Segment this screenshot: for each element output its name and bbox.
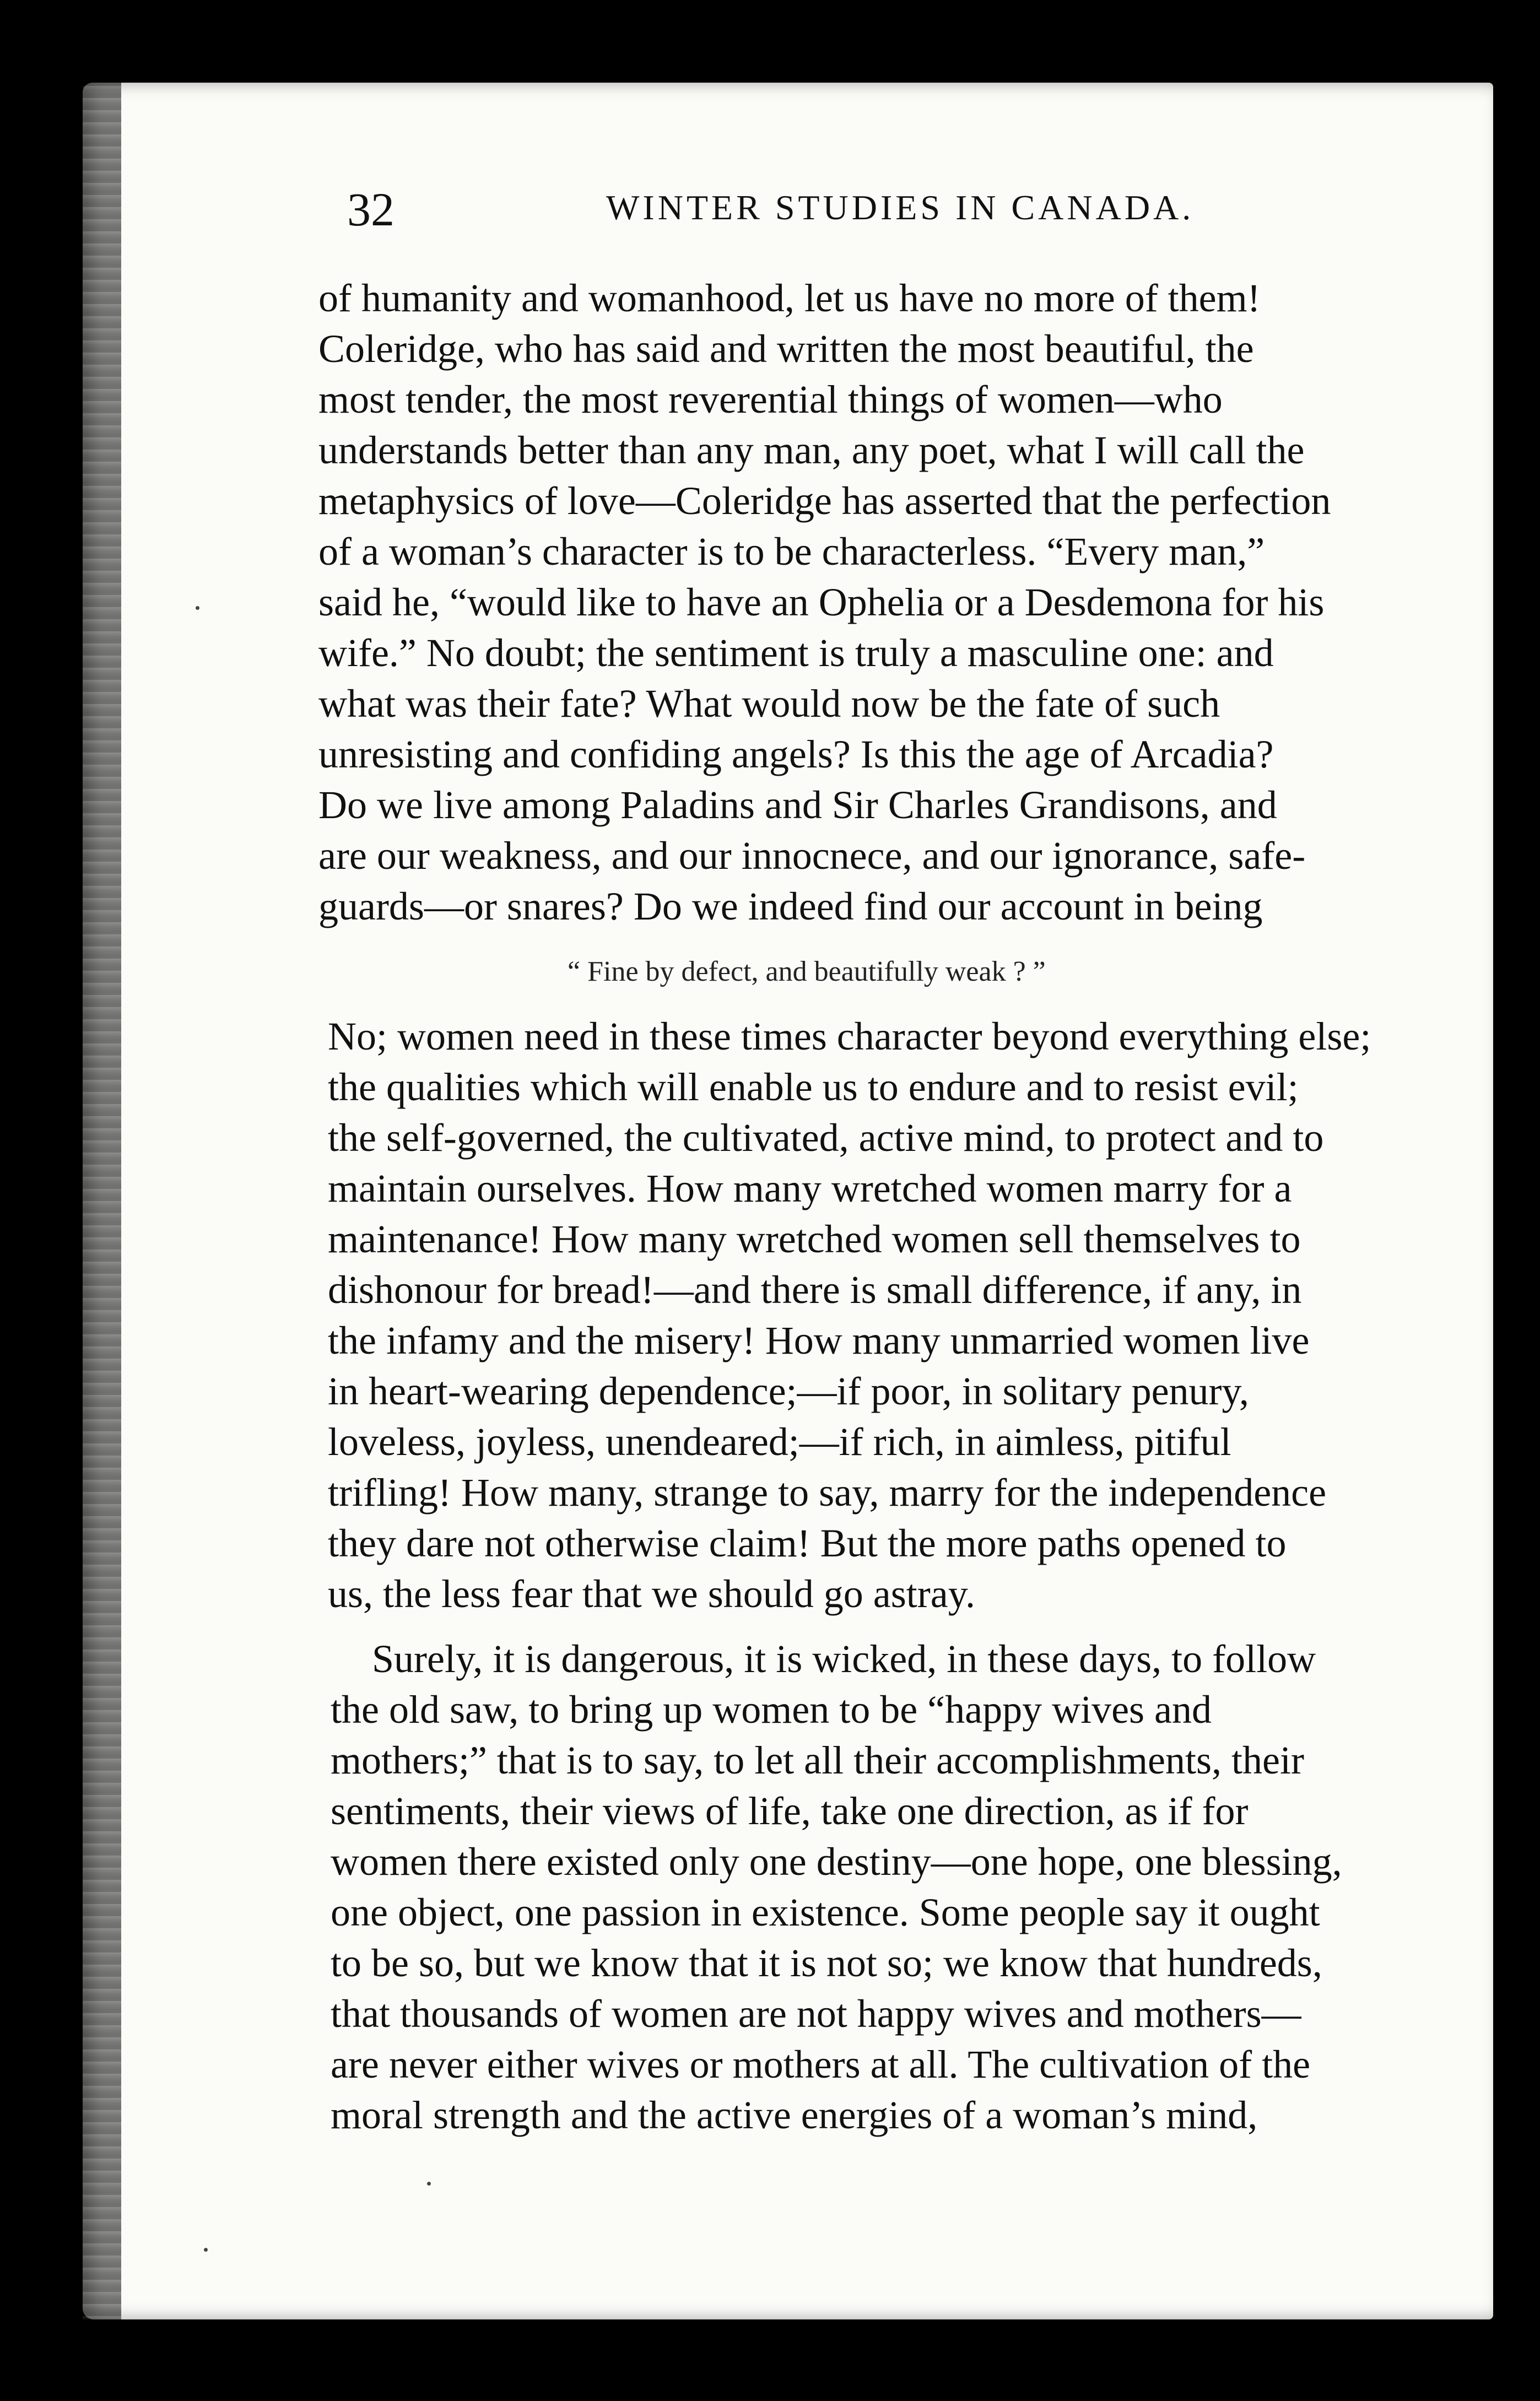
- binding-edge: [83, 83, 121, 2319]
- page-number: 32: [347, 183, 395, 236]
- text-line: understands better than any man, any poet, what I will call the: [318, 428, 1305, 472]
- text-line: the infamy and the misery! How many unmarried women live: [328, 1318, 1310, 1362]
- text-line: moral strength and the active energies of a woman’s mind,: [331, 2093, 1258, 2137]
- text-line: Do we live among Paladins and Sir Charles Grandisons, and: [318, 783, 1277, 827]
- text-line: the self-governed, the cultivated, active mind, to protect and to: [328, 1116, 1324, 1160]
- text-line: in heart-wearing dependence;—if poor, in solitary penury,: [328, 1369, 1249, 1413]
- text-line: that thousands of women are not happy wives and mothers—: [331, 1992, 1301, 2036]
- text-line: wife.” No doubt; the sentiment is truly a masculine one: and: [318, 631, 1274, 675]
- text-line: they dare not otherwise claim! But the more paths opened to: [328, 1521, 1287, 1565]
- text-line: mothers;” that is to say, to let all their accomplishments, their: [331, 1738, 1304, 1782]
- verse-quote: “ Fine by defect, and beautifully weak ? ”: [568, 956, 1046, 987]
- text-line: of humanity and womanhood, let us have no more of them!: [318, 276, 1261, 320]
- text-line: dishonour for bread!—and there is small difference, if any, in: [328, 1268, 1302, 1312]
- text-line: maintenance! How many wretched women sell themselves to: [328, 1217, 1301, 1261]
- text-line: Coleridge, who has said and written the most beautiful, the: [318, 327, 1254, 371]
- text-line: the qualities which will enable us to endure and to resist evil;: [328, 1065, 1299, 1109]
- print-speck: [427, 2182, 431, 2186]
- text-line: of a woman’s character is to be characterless. “Every man,”: [318, 529, 1265, 574]
- page-header: [0, 182, 1540, 242]
- text-line: trifling! How many, strange to say, marry for the independence: [328, 1470, 1327, 1515]
- text-line: No; women need in these times character beyond everything else;: [328, 1014, 1371, 1058]
- text-line: to be so, but we know that it is not so; we know that hundreds,: [331, 1941, 1322, 1985]
- text-line: metaphysics of love—Coleridge has asserted that the perfection: [318, 479, 1331, 523]
- text-line: the old saw, to bring up women to be “happy wives and: [331, 1688, 1212, 1732]
- text-line: loveless, joyless, unendeared;—if rich, in aimless, pitiful: [328, 1420, 1231, 1464]
- text-line: guards—or snares? Do we indeed find our account in being: [318, 884, 1263, 928]
- text-line: one object, one passion in existence. Some people say it ought: [331, 1890, 1320, 1934]
- text-line: maintain ourselves. How many wretched women marry for a: [328, 1166, 1292, 1210]
- text-line: Surely, it is dangerous, it is wicked, in these days, to follow: [372, 1637, 1316, 1681]
- text-line: unresisting and confiding angels? Is this the age of Arcadia?: [318, 732, 1274, 776]
- text-line: us, the less fear that we should go astray.: [328, 1572, 976, 1616]
- text-line: what was their fate? What would now be the fate of such: [318, 682, 1220, 726]
- print-speck: [204, 2248, 208, 2252]
- text-line: are our weakness, and our innocnece, and our ignorance, safe-: [318, 834, 1306, 878]
- running-head: WINTER STUDIES IN CANADA.: [606, 188, 1195, 227]
- text-line: sentiments, their views of life, take one direction, as if for: [331, 1789, 1249, 1833]
- text-line: most tender, the most reverential things of women—who: [318, 377, 1223, 421]
- text-line: are never either wives or mothers at all. The cultivation of the: [331, 2042, 1311, 2086]
- print-speck: [196, 606, 199, 610]
- text-line: said he, “would like to have an Ophelia or a Desdemona for his: [318, 580, 1325, 624]
- text-line: women there existed only one destiny—one hope, one blessing,: [331, 1840, 1342, 1884]
